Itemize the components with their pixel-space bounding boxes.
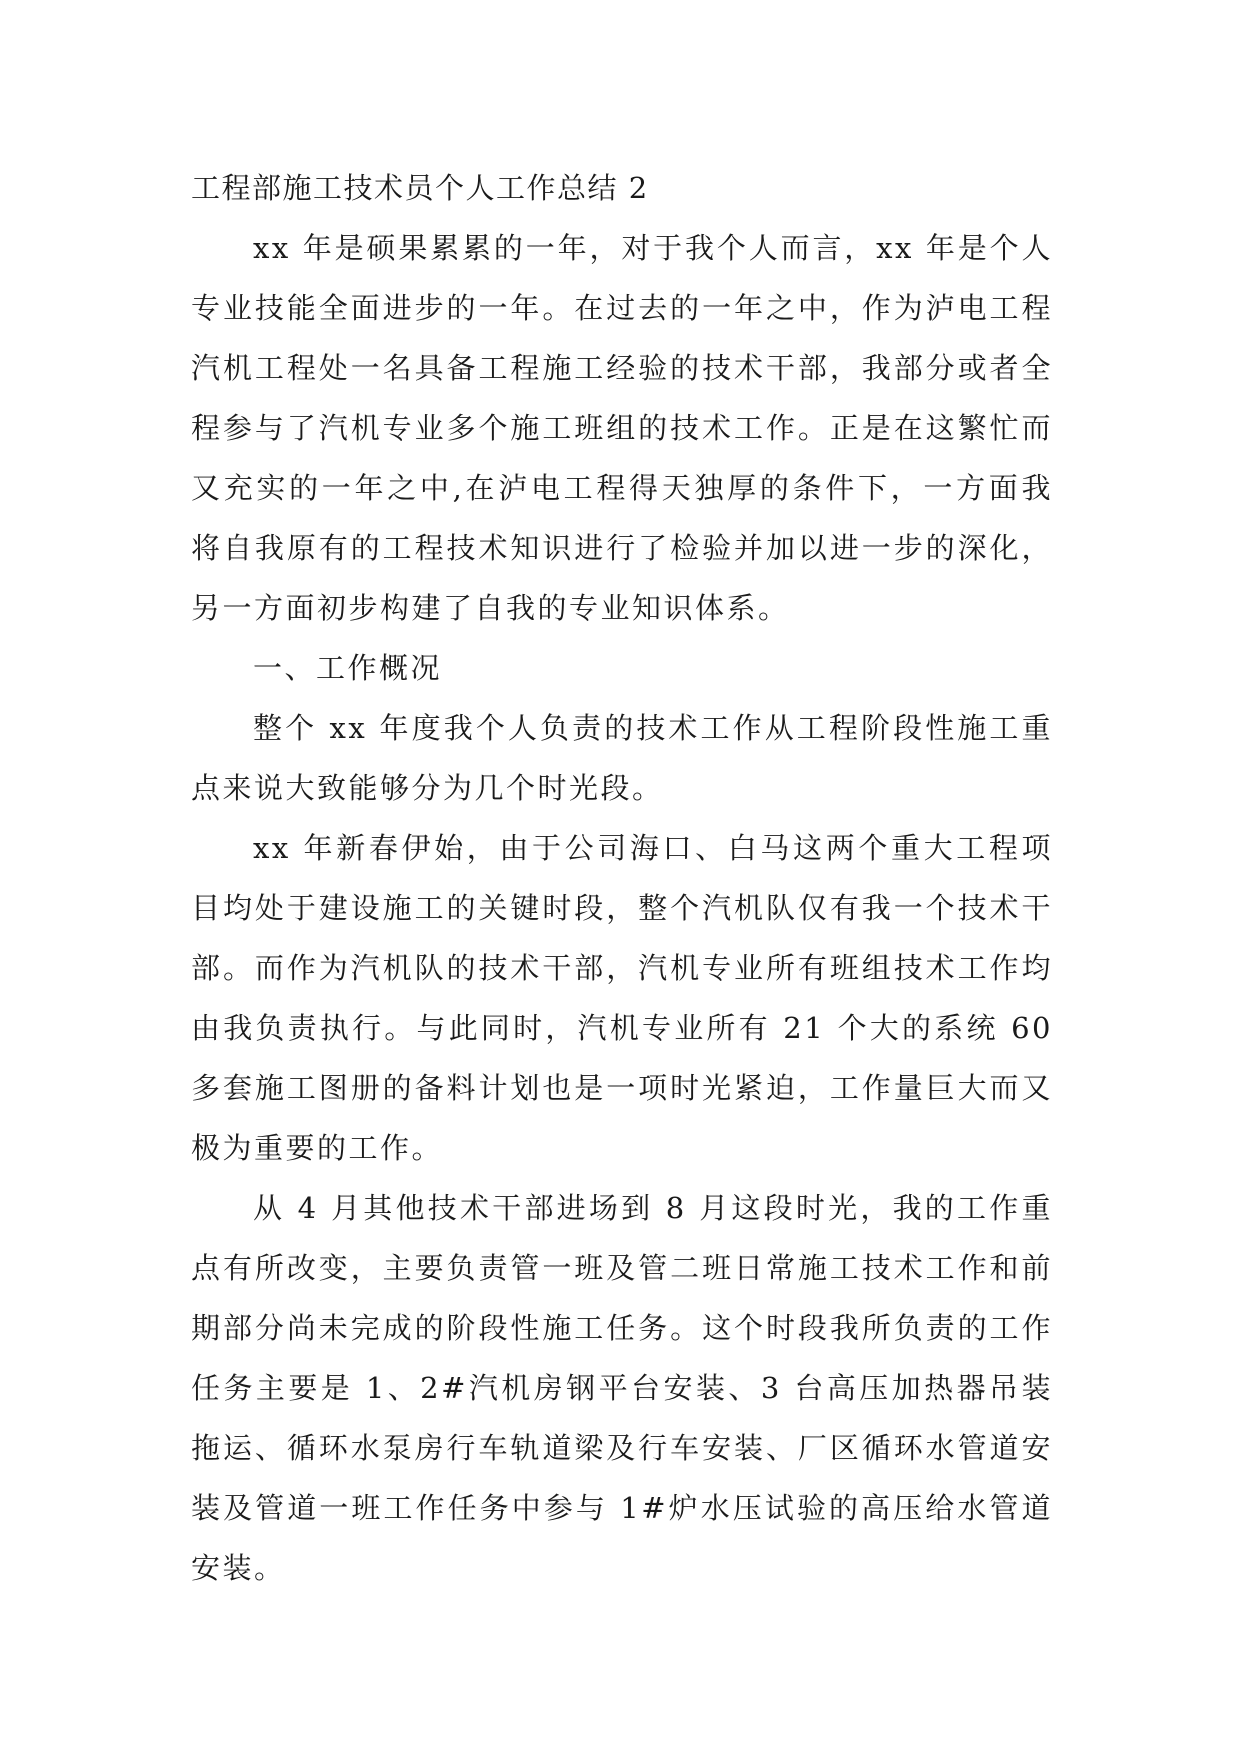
paragraph-intro: xx 年是硕果累累的一年，对于我个人而言，xx 年是个人专业技能全面进步的一年。在过去的一年之中，作为泸电工程汽机工程处一名具备工程施工经验的技术干部，我部分或者全程参与了汽机专业多个施工班组的技术工作。正是在这繁忙而又充实的一年之中,在泸电工程得天独厚的条件下，一方面我将自我原有的工程技术知识进行了检验并加以进一步的深化，另一方面初步构建了自我的专业知识体系。	[191, 231, 1053, 625]
paragraph-new-year: xx 年新春伊始，由于公司海口、白马这两个重大工程项目均处于建设施工的关键时段，整个汽机队仅有我一个技术干部。而作为汽机队的技术干部，汽机专业所有班组技术工作均由我负责执行。与此同时，汽机专业所有 21 个大的系统 60 多套施工图册的备料计划也是一项时光紧迫，工作量巨大而又极为重要的工作。	[191, 831, 1053, 1165]
section-heading-work-overview: 一、工作概况	[253, 651, 443, 685]
paragraph-april-august: 从 4 月其他技术干部进场到 8 月这段时光，我的工作重点有所改变，主要负责管一班及管二班日常施工技术工作和前期部分尚未完成的阶段性施工任务。这个时段我所负责的工作任务主要是 1、2#汽机房钢平台安装、3 台高压加热器吊装拖运、循环水泵房行车轨道梁及行车安装、厂区循环水管道安装及管道一班工作任务中参与 1#炉水压试验的高压给水管道安装。	[191, 1191, 1053, 1585]
document-body	[191, 158, 1053, 1598]
document-title: 工程部施工技术员个人工作总结 2	[191, 171, 649, 205]
paragraph-overview: 整个 xx 年度我个人负责的技术工作从工程阶段性施工重点来说大致能够分为几个时光段。	[191, 711, 1053, 805]
